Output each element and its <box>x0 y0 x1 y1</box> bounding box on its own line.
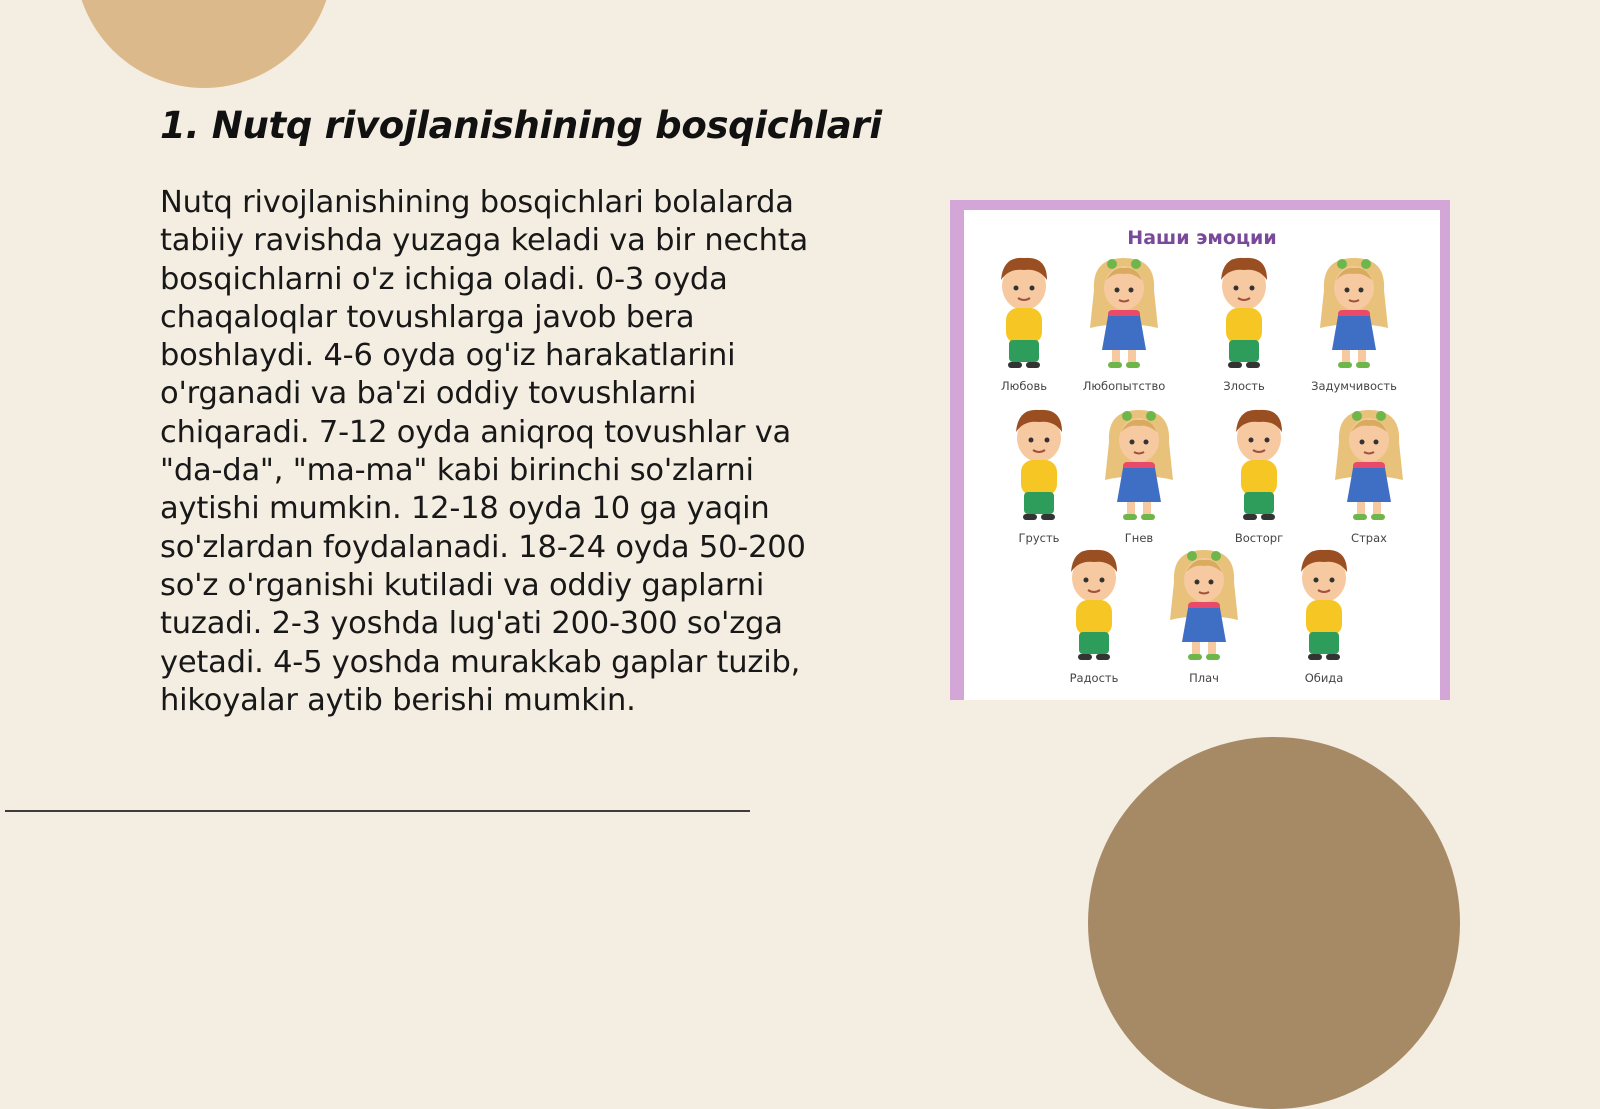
emotion-label: Радость <box>1069 671 1119 685</box>
divider-line <box>5 810 750 812</box>
emotion-character <box>1084 402 1194 545</box>
girl-illustration <box>1314 250 1394 375</box>
boy-illustration <box>989 250 1059 375</box>
emotion-label: Восторг <box>1234 531 1284 545</box>
emotion-label: Обида <box>1304 671 1344 685</box>
emotion-label: Плач <box>1189 671 1219 685</box>
decorative-circle-top <box>75 0 333 88</box>
emotion-character <box>1039 542 1149 685</box>
emotion-label: Гнев <box>1124 531 1154 545</box>
emotion-character <box>969 250 1079 393</box>
emotion-character <box>1314 402 1424 545</box>
boy-illustration <box>1004 402 1074 527</box>
emotion-label: Задумчивость <box>1311 379 1397 393</box>
decorative-circle-bottom <box>1088 737 1460 1109</box>
boy-illustration <box>1224 402 1294 527</box>
emotion-label: Любопытство <box>1082 379 1166 393</box>
emotion-label: Страх <box>1351 531 1387 545</box>
boy-illustration <box>1209 250 1279 375</box>
emotion-label: Злость <box>1223 379 1265 393</box>
emotion-character <box>1269 542 1379 685</box>
emotion-label: Грусть <box>1018 531 1060 545</box>
girl-illustration <box>1099 402 1179 527</box>
emotion-character <box>1069 250 1179 393</box>
emotion-character <box>984 402 1094 545</box>
girl-illustration <box>1084 250 1164 375</box>
slide-body-text: Nutq rivojlanishining bosqichlari bolalarda tabiiy ravishda yuzaga keladi va bir nechta bosqichlarni o'z ichiga oladi. 0-3 oyda chaqaloqlar tovushlarga javob bera boshlaydi. 4-6 oyda og'iz harakatlarini o'rganadi va ba'zi oddiy tovushlarni chiqaradi. 7-12 oyda aniqroq tovushlar va "da-da", "ma-ma" kabi birinchi so'zlarni aytishi mumkin. 12-18 oyda 10 ga yaqin so'zlardan foydalanadi. 18-24 oyda 50-200 so'z o'rganishi kutiladi va oddiy gaplarni tuzadi. 2-3 yoshda lug'ati 200-300 so'zga yetadi. 4-5 yoshda murakkab gaplar tuzib, hikoyalar aytib berishi mumkin. <box>160 185 809 718</box>
emotion-character <box>1189 250 1299 393</box>
girl-illustration <box>1329 402 1409 527</box>
girl-illustration <box>1164 542 1244 667</box>
boy-illustration <box>1289 542 1359 667</box>
emotion-character <box>1149 542 1259 685</box>
slide-title: 1. Nutq rivojlanishining bosqichlari <box>160 104 882 147</box>
emotion-label: Любовь <box>1000 379 1047 393</box>
poster-title: Наши эмоции <box>1127 227 1277 249</box>
emotions-poster-image <box>950 200 1450 700</box>
emotion-character <box>1299 250 1409 393</box>
boy-illustration <box>1059 542 1129 667</box>
poster-canvas <box>964 210 1440 700</box>
emotion-character <box>1204 402 1314 545</box>
